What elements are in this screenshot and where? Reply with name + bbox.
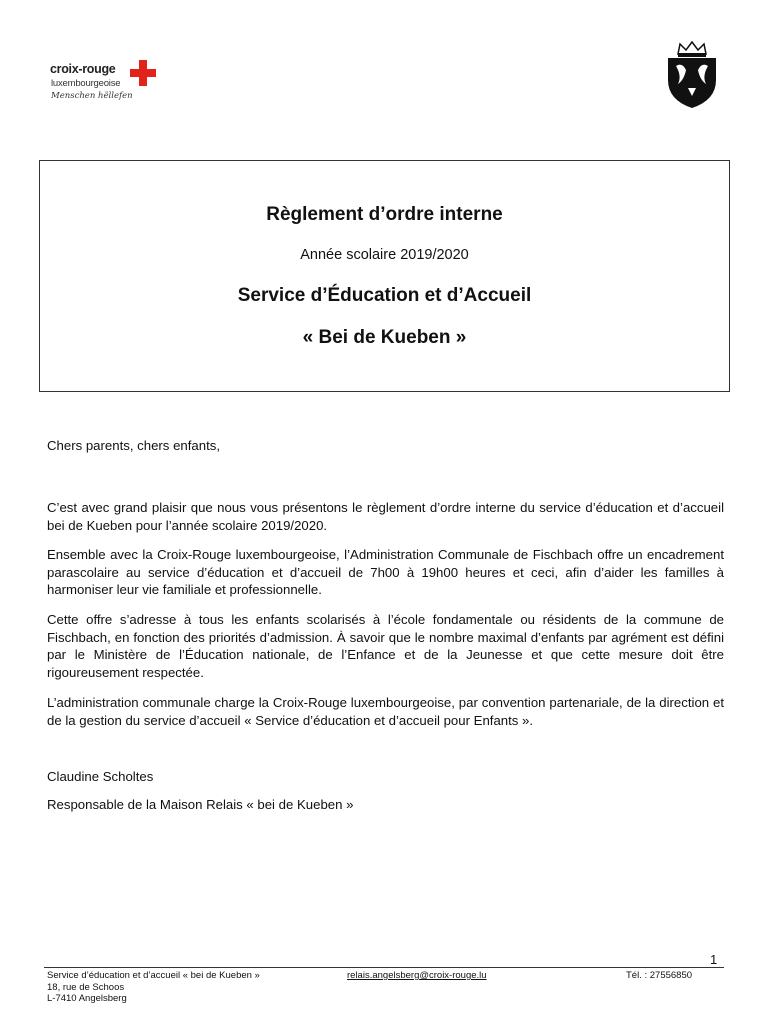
crowned-shield-icon xyxy=(664,40,720,110)
document-title: Règlement d’ordre interne xyxy=(266,204,503,225)
logo-name: croix-rouge xyxy=(50,62,116,76)
footer-phone: Tél. : 27556850 xyxy=(626,970,693,981)
footer-service: Service d’éducation et d’accueil « bei de Kueben » xyxy=(47,970,260,981)
service-name: « Bei de Kueben » xyxy=(302,327,467,348)
page-number: 1 xyxy=(710,952,718,967)
paragraph-intro: C’est avec grand plaisir que nous vous présentons le règlement d’ordre interne du service d’éducation et d’accueil bei de Kueben pour l’année scolaire 2019/2020. xyxy=(47,500,724,533)
footer-address xyxy=(47,970,260,1005)
footer-city: L-7410 Angelsberg xyxy=(47,993,127,1004)
footer-divider xyxy=(44,967,724,968)
signatory-name: Claudine Scholtes xyxy=(47,769,154,784)
red-cross-icon xyxy=(130,60,156,86)
logo-subtitle: luxembourgeoise xyxy=(51,78,121,89)
service-title: Service d’Éducation et d’Accueil xyxy=(237,285,532,306)
footer-email-link[interactable]: relais.angelsberg@croix-rouge.lu xyxy=(347,970,487,981)
footer-street: 18, rue de Schoos xyxy=(47,981,125,993)
logo-signature: Menschen hëllefen xyxy=(51,91,133,101)
paragraph-administration: L’administration communale charge la Croix-Rouge luxembourgeoise, par convention partenariale, de la direction et de la gestion du service d’accueil « Service d’éducation et d’accueil pour Enfants ». xyxy=(47,695,724,728)
paragraph-eligibility: Cette offre s’adresse à tous les enfants scolarisés à l’école fondamentale ou résidents de la commune de Fischbach, en fonction des priorités d’admission. À savoir que le nombre maximal d’enfants par agrément est défini par le Ministère de l’Éducation nationale, de l’Enfance et de la Jeunesse et que cette mesure doit être rigoureusement respectée. xyxy=(47,612,724,680)
greeting: Chers parents, chers enfants, xyxy=(47,438,220,453)
title-box xyxy=(39,160,730,392)
school-year: Année scolaire 2019/2020 xyxy=(300,247,469,263)
signatory-role: Responsable de la Maison Relais « bei de Kueben » xyxy=(47,797,354,812)
paragraph-offer: Ensemble avec la Croix-Rouge luxembourgeoise, l’Administration Communale de Fischbach offre un encadrement parascolaire au service d’éducation et d’accueil de 7h00 à 19h00 heures et ceci, afin d’aider les familles à harmoniser leur vie familiale et professionnelle. xyxy=(47,547,724,597)
croix-rouge-logo xyxy=(50,58,160,106)
